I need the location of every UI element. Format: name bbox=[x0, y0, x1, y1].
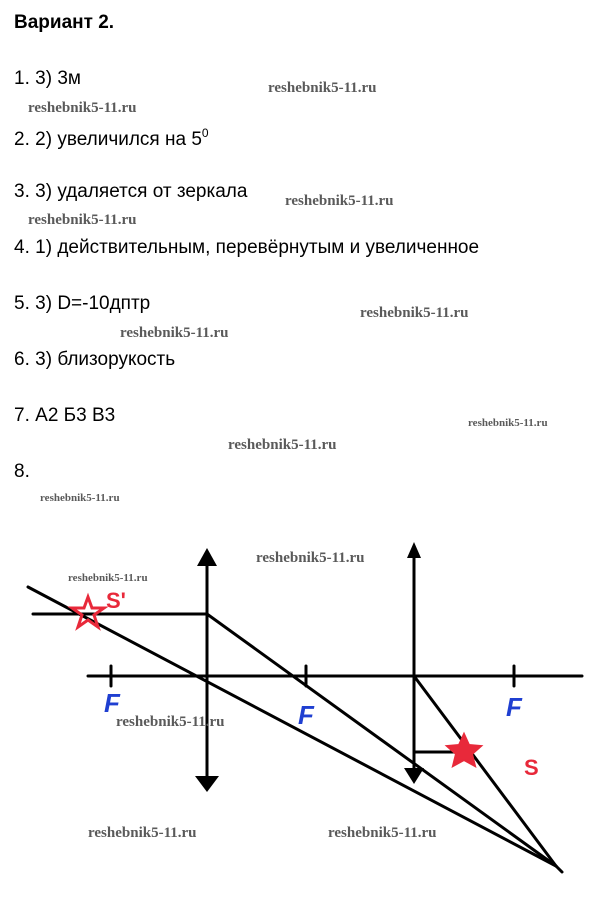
arrow-down-icon bbox=[195, 776, 219, 792]
answer-text: 3) близорукость bbox=[35, 349, 176, 370]
answer-text: 1) действительным, перевёрнутым и увеличенное bbox=[35, 237, 480, 258]
star-icon bbox=[72, 597, 104, 627]
watermark: reshebnik5-11.ru bbox=[40, 492, 120, 504]
watermark: reshebnik5-11.ru bbox=[88, 825, 197, 841]
answer-2 bbox=[14, 126, 209, 151]
watermark: reshebnik5-11.ru bbox=[268, 80, 377, 96]
answer-number: 6. bbox=[14, 349, 30, 370]
watermark: reshebnik5-11.ru bbox=[285, 193, 394, 209]
watermark: reshebnik5-11.ru bbox=[116, 714, 225, 730]
answer-6 bbox=[14, 349, 175, 371]
arrow-down-icon bbox=[404, 768, 424, 784]
answer-number: 4. bbox=[14, 237, 30, 258]
answer-number: 3. bbox=[14, 181, 30, 202]
watermark: reshebnik5-11.ru bbox=[328, 825, 437, 841]
focus-label: F bbox=[298, 700, 314, 730]
answer-8 bbox=[14, 461, 30, 483]
answer-text: 2) увеличился на 5 bbox=[35, 129, 202, 150]
watermark: reshebnik5-11.ru bbox=[256, 550, 365, 566]
source-label: S bbox=[524, 755, 539, 780]
answer-text: А2 Б3 В3 bbox=[35, 405, 116, 426]
watermark: reshebnik5-11.ru bbox=[68, 572, 148, 584]
focus-label: F bbox=[104, 688, 120, 718]
answer-number: 1. bbox=[14, 68, 30, 89]
image-label: S' bbox=[106, 588, 126, 613]
watermark: reshebnik5-11.ru bbox=[468, 417, 548, 429]
answer-5 bbox=[14, 293, 150, 315]
watermark: reshebnik5-11.ru bbox=[228, 437, 337, 453]
answer-superscript: 0 bbox=[201, 126, 209, 140]
answer-number: 5. bbox=[14, 293, 30, 314]
watermark: reshebnik5-11.ru bbox=[360, 305, 469, 321]
answer-number: 2. bbox=[14, 129, 30, 150]
watermark: reshebnik5-11.ru bbox=[28, 212, 137, 228]
arrow-up-icon bbox=[407, 542, 421, 558]
answer-4 bbox=[14, 237, 479, 259]
focus-label: F bbox=[506, 692, 522, 722]
answer-text: 3) 3м bbox=[35, 68, 81, 89]
ray bbox=[556, 866, 562, 872]
answer-1 bbox=[14, 68, 81, 90]
watermark: reshebnik5-11.ru bbox=[28, 100, 137, 116]
answer-text: 3) D=-10дптр bbox=[35, 293, 151, 314]
ray-diagram bbox=[0, 520, 602, 921]
answer-3 bbox=[14, 181, 247, 203]
arrow-up-icon bbox=[197, 548, 217, 566]
answer-number: 8. bbox=[14, 461, 30, 482]
page-title: Вариант 2. bbox=[14, 12, 115, 33]
answer-text: 3) удаляется от зеркала bbox=[35, 181, 248, 202]
answer-7 bbox=[14, 405, 115, 427]
answer-number: 7. bbox=[14, 405, 30, 426]
watermark: reshebnik5-11.ru bbox=[120, 325, 229, 341]
